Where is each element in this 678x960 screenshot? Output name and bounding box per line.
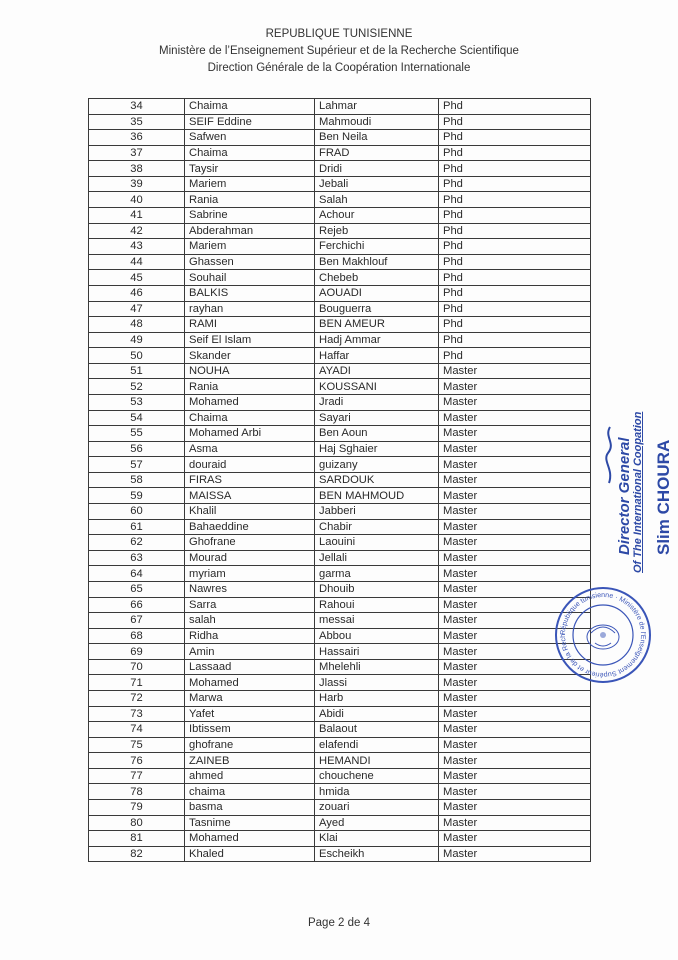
row-number: 38	[89, 161, 185, 177]
signature-scribble-icon	[600, 425, 620, 485]
table-row	[89, 426, 591, 442]
official-stamp	[553, 585, 653, 690]
first-name-cell: MAISSA	[185, 488, 315, 504]
header-republic: REPUBLIQUE TUNISIENNE	[265, 28, 413, 40]
last-name-cell: Bouguerra	[315, 301, 439, 317]
first-name-cell: basma	[185, 800, 315, 816]
table-row	[89, 472, 591, 488]
last-name-cell: Abbou	[315, 628, 439, 644]
row-number: 46	[89, 285, 185, 301]
table-row	[89, 753, 591, 769]
roster-table	[88, 98, 591, 862]
degree-level-cell: Master	[439, 457, 591, 473]
first-name-cell: BALKIS	[185, 285, 315, 301]
first-name-cell: Safwen	[185, 130, 315, 146]
row-number: 40	[89, 192, 185, 208]
first-name-cell: Khalil	[185, 504, 315, 520]
last-name-cell: elafendi	[315, 737, 439, 753]
first-name-cell: Asma	[185, 441, 315, 457]
degree-level-cell: Master	[439, 644, 591, 660]
row-number: 80	[89, 815, 185, 831]
row-number: 61	[89, 519, 185, 535]
table-row	[89, 737, 591, 753]
last-name-cell: BEN AMEUR	[315, 317, 439, 333]
director-signature	[600, 395, 678, 580]
table-row	[89, 706, 591, 722]
table-row	[89, 332, 591, 348]
table-row	[89, 99, 591, 115]
last-name-cell: Achour	[315, 208, 439, 224]
table-row	[89, 815, 591, 831]
table-row	[89, 675, 591, 691]
first-name-cell: ghofrane	[185, 737, 315, 753]
first-name-cell: Skander	[185, 348, 315, 364]
last-name-cell: Rahoui	[315, 597, 439, 613]
first-name-cell: Ghassen	[185, 254, 315, 270]
row-number: 53	[89, 394, 185, 410]
degree-level-cell: Master	[439, 581, 591, 597]
row-number: 72	[89, 690, 185, 706]
table-row	[89, 363, 591, 379]
first-name-cell: myriam	[185, 566, 315, 582]
row-number: 65	[89, 581, 185, 597]
table-row	[89, 176, 591, 192]
table-row	[89, 379, 591, 395]
first-name-cell: Mohamed	[185, 394, 315, 410]
table-row	[89, 394, 591, 410]
first-name-cell: Lassaad	[185, 659, 315, 675]
degree-level-cell: Master	[439, 800, 591, 816]
last-name-cell: chouchene	[315, 768, 439, 784]
first-name-cell: Rania	[185, 192, 315, 208]
row-number: 73	[89, 706, 185, 722]
last-name-cell: messai	[315, 613, 439, 629]
first-name-cell: Chaima	[185, 145, 315, 161]
last-name-cell: Lahmar	[315, 99, 439, 115]
degree-level-cell: Master	[439, 363, 591, 379]
degree-level-cell: Master	[439, 846, 591, 862]
table-row	[89, 145, 591, 161]
table-row	[89, 613, 591, 629]
row-number: 48	[89, 317, 185, 333]
header-ministry: Ministère de l’Enseignement Supérieur et de la Recherche Scientifique	[159, 45, 519, 57]
row-number: 57	[89, 457, 185, 473]
last-name-cell: Mahmoudi	[315, 114, 439, 130]
table-row	[89, 192, 591, 208]
row-number: 41	[89, 208, 185, 224]
table-row	[89, 550, 591, 566]
degree-level-cell: Master	[439, 566, 591, 582]
row-number: 67	[89, 613, 185, 629]
first-name-cell: Khaled	[185, 846, 315, 862]
row-number: 59	[89, 488, 185, 504]
row-number: 64	[89, 566, 185, 582]
degree-level-cell: Master	[439, 394, 591, 410]
last-name-cell: Haffar	[315, 348, 439, 364]
last-name-cell: Klai	[315, 831, 439, 847]
last-name-cell: BEN MAHMOUD	[315, 488, 439, 504]
last-name-cell: Hadj Ammar	[315, 332, 439, 348]
row-number: 76	[89, 753, 185, 769]
row-number: 37	[89, 145, 185, 161]
table-row	[89, 161, 591, 177]
table-row	[89, 270, 591, 286]
row-number: 47	[89, 301, 185, 317]
degree-level-cell: Phd	[439, 161, 591, 177]
ministry-seal-icon	[553, 585, 653, 685]
last-name-cell: KOUSSANI	[315, 379, 439, 395]
degree-level-cell: Master	[439, 535, 591, 551]
roster-table-body	[89, 99, 591, 862]
row-number: 50	[89, 348, 185, 364]
row-number: 60	[89, 504, 185, 520]
table-row	[89, 597, 591, 613]
last-name-cell: HEMANDI	[315, 753, 439, 769]
degree-level-cell: Phd	[439, 317, 591, 333]
last-name-cell: Balaout	[315, 722, 439, 738]
table-row	[89, 457, 591, 473]
degree-level-cell: Phd	[439, 348, 591, 364]
degree-level-cell: Master	[439, 675, 591, 691]
first-name-cell: Mariem	[185, 239, 315, 255]
first-name-cell: Bahaeddine	[185, 519, 315, 535]
table-row	[89, 488, 591, 504]
degree-level-cell: Master	[439, 768, 591, 784]
first-name-cell: Ghofrane	[185, 535, 315, 551]
row-number: 77	[89, 768, 185, 784]
degree-level-cell: Master	[439, 690, 591, 706]
degree-level-cell: Phd	[439, 192, 591, 208]
first-name-cell: Nawres	[185, 581, 315, 597]
degree-level-cell: Master	[439, 659, 591, 675]
last-name-cell: Jabberi	[315, 504, 439, 520]
document-header	[0, 26, 678, 77]
table-row	[89, 566, 591, 582]
last-name-cell: AOUADI	[315, 285, 439, 301]
first-name-cell: Chaima	[185, 410, 315, 426]
first-name-cell: Mohamed Arbi	[185, 426, 315, 442]
row-number: 74	[89, 722, 185, 738]
table-row	[89, 254, 591, 270]
row-number: 34	[89, 99, 185, 115]
row-number: 45	[89, 270, 185, 286]
degree-level-cell: Master	[439, 410, 591, 426]
first-name-cell: Mohamed	[185, 675, 315, 691]
row-number: 49	[89, 332, 185, 348]
degree-level-cell: Master	[439, 831, 591, 847]
row-number: 43	[89, 239, 185, 255]
last-name-cell: Escheikh	[315, 846, 439, 862]
degree-level-cell: Phd	[439, 99, 591, 115]
degree-level-cell: Phd	[439, 145, 591, 161]
last-name-cell: Chabir	[315, 519, 439, 535]
last-name-cell: Rejeb	[315, 223, 439, 239]
table-row	[89, 581, 591, 597]
table-row	[89, 301, 591, 317]
row-number: 78	[89, 784, 185, 800]
row-number: 81	[89, 831, 185, 847]
first-name-cell: SEIF Eddine	[185, 114, 315, 130]
degree-level-cell: Master	[439, 441, 591, 457]
table-row	[89, 535, 591, 551]
first-name-cell: RAMI	[185, 317, 315, 333]
table-row	[89, 800, 591, 816]
first-name-cell: ZAINEB	[185, 753, 315, 769]
row-number: 52	[89, 379, 185, 395]
last-name-cell: Dridi	[315, 161, 439, 177]
row-number: 44	[89, 254, 185, 270]
first-name-cell: Chaima	[185, 99, 315, 115]
first-name-cell: Souhail	[185, 270, 315, 286]
first-name-cell: Rania	[185, 379, 315, 395]
row-number: 55	[89, 426, 185, 442]
table-row	[89, 410, 591, 426]
table-row	[89, 441, 591, 457]
last-name-cell: Jellali	[315, 550, 439, 566]
degree-level-cell: Master	[439, 613, 591, 629]
signature-title: Director General	[616, 437, 633, 555]
degree-level-cell: Phd	[439, 332, 591, 348]
degree-level-cell: Phd	[439, 223, 591, 239]
degree-level-cell: Master	[439, 504, 591, 520]
last-name-cell: guizany	[315, 457, 439, 473]
degree-level-cell: Phd	[439, 285, 591, 301]
row-number: 42	[89, 223, 185, 239]
last-name-cell: hmida	[315, 784, 439, 800]
first-name-cell: Sarra	[185, 597, 315, 613]
degree-level-cell: Phd	[439, 270, 591, 286]
degree-level-cell: Phd	[439, 254, 591, 270]
header-direction: Direction Générale de la Coopération Internationale	[207, 62, 471, 74]
degree-level-cell: Master	[439, 722, 591, 738]
table-row	[89, 223, 591, 239]
degree-level-cell: Phd	[439, 301, 591, 317]
first-name-cell: chaima	[185, 784, 315, 800]
degree-level-cell: Master	[439, 550, 591, 566]
row-number: 66	[89, 597, 185, 613]
last-name-cell: FRAD	[315, 145, 439, 161]
degree-level-cell: Master	[439, 815, 591, 831]
first-name-cell: Mohamed	[185, 831, 315, 847]
last-name-cell: SARDOUK	[315, 472, 439, 488]
table-row	[89, 846, 591, 862]
first-name-cell: Taysir	[185, 161, 315, 177]
row-number: 36	[89, 130, 185, 146]
row-number: 58	[89, 472, 185, 488]
last-name-cell: Ben Makhlouf	[315, 254, 439, 270]
table-row	[89, 130, 591, 146]
last-name-cell: AYADI	[315, 363, 439, 379]
signature-subtitle: Of The International Coopation	[632, 411, 644, 573]
last-name-cell: Ferchichi	[315, 239, 439, 255]
last-name-cell: Jlassi	[315, 675, 439, 691]
first-name-cell: Ibtissem	[185, 722, 315, 738]
table-row	[89, 504, 591, 520]
degree-level-cell: Phd	[439, 176, 591, 192]
row-number: 70	[89, 659, 185, 675]
degree-level-cell: Phd	[439, 130, 591, 146]
first-name-cell: Marwa	[185, 690, 315, 706]
first-name-cell: Seif El Islam	[185, 332, 315, 348]
row-number: 54	[89, 410, 185, 426]
degree-level-cell: Master	[439, 737, 591, 753]
row-number: 63	[89, 550, 185, 566]
table-row	[89, 348, 591, 364]
stamp-text: République tunisienne · Ministère de l'Enseignement Supérieur et de la Rech	[559, 591, 647, 679]
first-name-cell: FIRAS	[185, 472, 315, 488]
last-name-cell: Sayari	[315, 410, 439, 426]
row-number: 82	[89, 846, 185, 862]
last-name-cell: Chebeb	[315, 270, 439, 286]
first-name-cell: Tasnime	[185, 815, 315, 831]
last-name-cell: Mhelehli	[315, 659, 439, 675]
degree-level-cell: Master	[439, 519, 591, 535]
first-name-cell: Mourad	[185, 550, 315, 566]
first-name-cell: ahmed	[185, 768, 315, 784]
page-number: Page 2 de 4	[307, 917, 371, 929]
row-number: 56	[89, 441, 185, 457]
last-name-cell: garma	[315, 566, 439, 582]
degree-level-cell: Master	[439, 426, 591, 442]
signature-name: Slim CHOURA	[654, 439, 673, 555]
last-name-cell: zouari	[315, 800, 439, 816]
row-number: 75	[89, 737, 185, 753]
row-number: 68	[89, 628, 185, 644]
table-row	[89, 644, 591, 660]
row-number: 62	[89, 535, 185, 551]
last-name-cell: Jebali	[315, 176, 439, 192]
first-name-cell: Mariem	[185, 176, 315, 192]
first-name-cell: Ridha	[185, 628, 315, 644]
first-name-cell: salah	[185, 613, 315, 629]
first-name-cell: douraid	[185, 457, 315, 473]
last-name-cell: Jradi	[315, 394, 439, 410]
table-row	[89, 208, 591, 224]
degree-level-cell: Master	[439, 706, 591, 722]
last-name-cell: Ben Neila	[315, 130, 439, 146]
table-row	[89, 659, 591, 675]
degree-level-cell: Master	[439, 488, 591, 504]
table-row	[89, 114, 591, 130]
degree-level-cell: Phd	[439, 239, 591, 255]
table-row	[89, 690, 591, 706]
row-number: 79	[89, 800, 185, 816]
row-number: 51	[89, 363, 185, 379]
degree-level-cell: Master	[439, 379, 591, 395]
table-row	[89, 285, 591, 301]
last-name-cell: Haj Sghaier	[315, 441, 439, 457]
last-name-cell: Abidi	[315, 706, 439, 722]
first-name-cell: rayhan	[185, 301, 315, 317]
degree-level-cell: Phd	[439, 208, 591, 224]
table-row	[89, 628, 591, 644]
first-name-cell: Abderahman	[185, 223, 315, 239]
table-row	[89, 239, 591, 255]
degree-level-cell: Master	[439, 472, 591, 488]
last-name-cell: Laouini	[315, 535, 439, 551]
table-row	[89, 519, 591, 535]
degree-level-cell: Master	[439, 628, 591, 644]
degree-level-cell: Phd	[439, 114, 591, 130]
first-name-cell: NOUHA	[185, 363, 315, 379]
last-name-cell: Ayed	[315, 815, 439, 831]
table-row	[89, 722, 591, 738]
first-name-cell: Sabrine	[185, 208, 315, 224]
table-row	[89, 317, 591, 333]
row-number: 71	[89, 675, 185, 691]
table-row	[89, 831, 591, 847]
last-name-cell: Harb	[315, 690, 439, 706]
row-number: 39	[89, 176, 185, 192]
table-row	[89, 784, 591, 800]
degree-level-cell: Master	[439, 784, 591, 800]
last-name-cell: Hassairi	[315, 644, 439, 660]
first-name-cell: Amin	[185, 644, 315, 660]
last-name-cell: Ben Aoun	[315, 426, 439, 442]
last-name-cell: Salah	[315, 192, 439, 208]
last-name-cell: Dhouib	[315, 581, 439, 597]
first-name-cell: Yafet	[185, 706, 315, 722]
table-row	[89, 768, 591, 784]
degree-level-cell: Master	[439, 753, 591, 769]
row-number: 69	[89, 644, 185, 660]
row-number: 35	[89, 114, 185, 130]
degree-level-cell: Master	[439, 597, 591, 613]
